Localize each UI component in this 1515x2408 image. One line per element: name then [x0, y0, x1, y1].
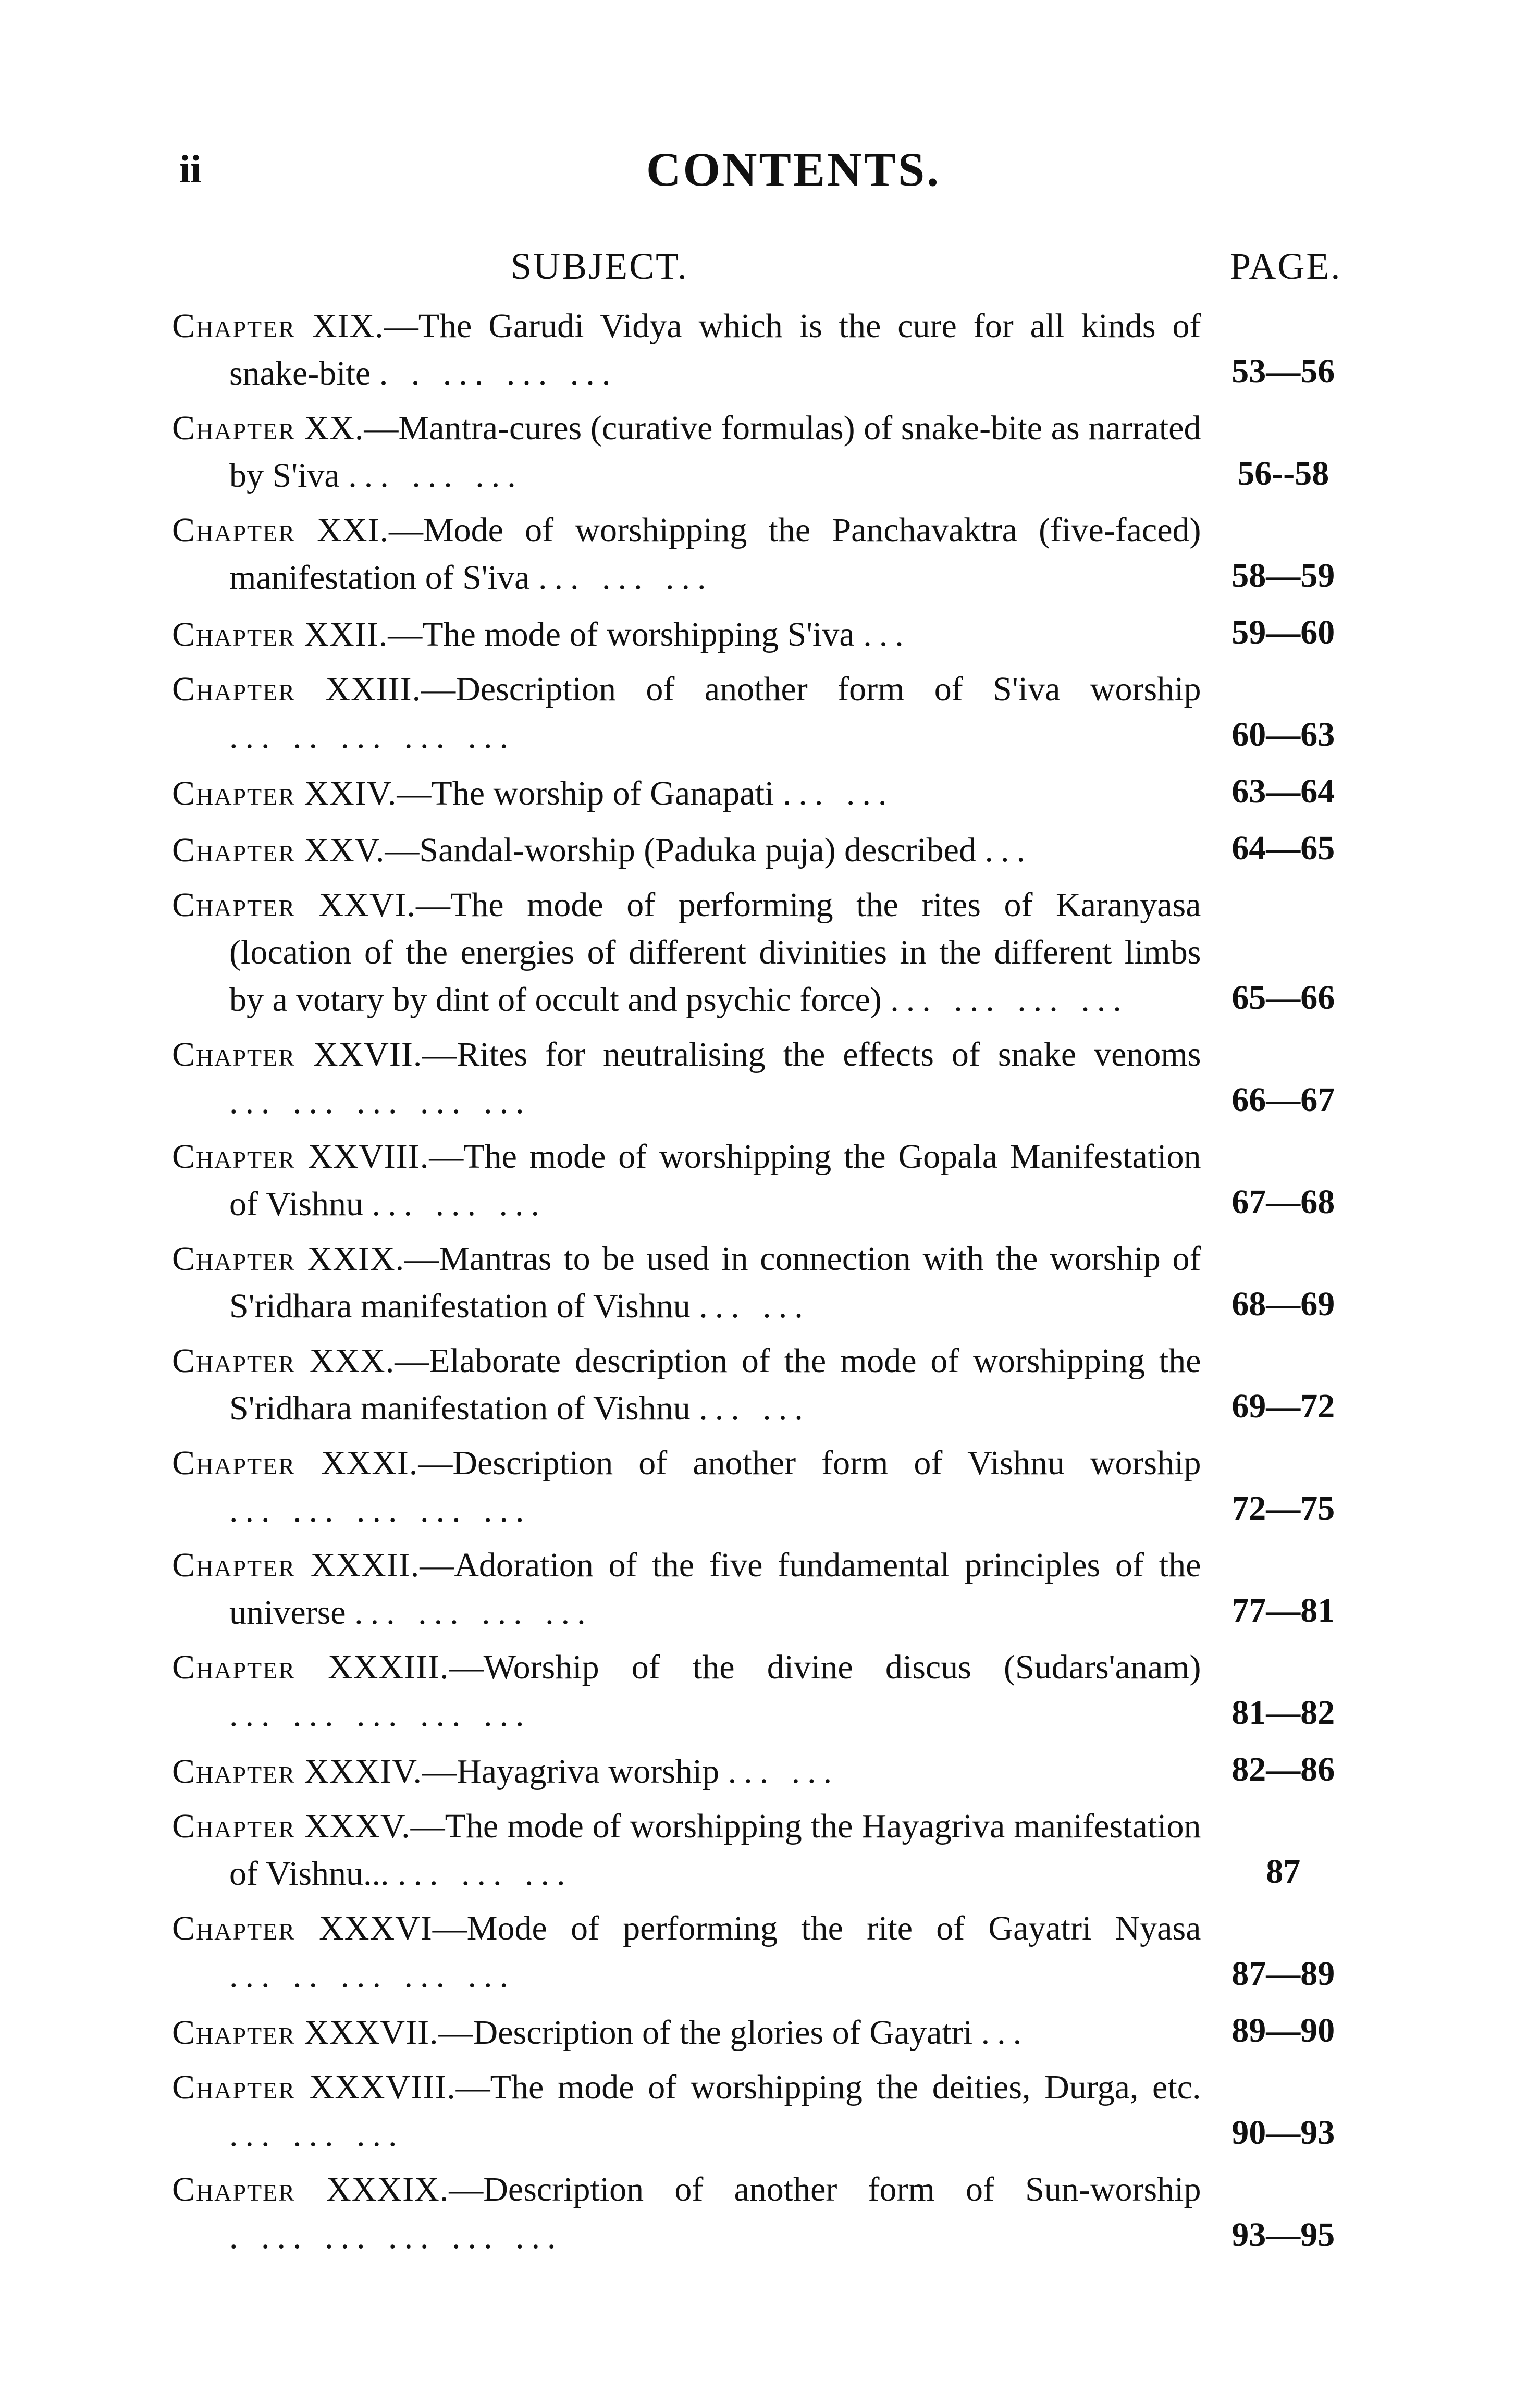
toc-entry	[172, 1235, 1365, 1330]
toc-entry-text	[172, 1133, 1201, 1228]
toc-entry	[172, 1031, 1365, 1126]
leader-dots: . ... ... ... ... ...	[229, 2218, 563, 2256]
chapter-description: —The mode of performing the rites of Karanyasa (location of the energies of different divinities in the different limbs by a votary by dint of occult and psychic force)	[229, 886, 1201, 1019]
chapter-label: Chapter	[172, 886, 295, 924]
chapter-label: Chapter	[172, 1752, 295, 1790]
chapter-number: XXXVI	[319, 1909, 433, 1947]
chapter-label: Chapter	[172, 1240, 295, 1278]
leader-dots: ... ...	[699, 1389, 810, 1427]
leader-dots: ... ...	[728, 1752, 840, 1790]
chapter-description: —Description of another form of S'iva worship	[421, 670, 1201, 708]
chapter-number: XXVII.	[313, 1035, 423, 1073]
chapter-label: Chapter	[172, 1342, 295, 1380]
chapter-description: —Mantra-cures (curative formulas) of snake-bite as narrated by S'iva	[229, 409, 1201, 495]
page-range: 69—72	[1231, 1387, 1335, 1425]
chapter-description: —The worship of Ganapati	[397, 774, 774, 812]
page-title: CONTENTS.	[646, 143, 941, 196]
chapter-label: Chapter	[172, 1648, 295, 1686]
toc-entry	[172, 302, 1365, 397]
chapter-description: —The Garudi Vidya which is the cure for all kinds of snake-bite	[229, 307, 1201, 392]
toc-entry-text	[172, 826, 1201, 874]
page-range: 93—95	[1231, 2216, 1335, 2254]
chapter-label: Chapter	[172, 1909, 295, 1947]
chapter-number: XXV.	[304, 831, 385, 869]
chapter-number: XIX.	[312, 307, 384, 345]
page-number: ii	[179, 147, 202, 191]
chapter-number: XXII.	[304, 615, 388, 653]
toc-entry-text	[172, 881, 1201, 1023]
chapter-label: Chapter	[172, 615, 295, 653]
page-range: 59—60	[1231, 613, 1335, 651]
chapter-label: Chapter	[172, 774, 295, 812]
toc-entry-text	[172, 507, 1201, 601]
leader-dots: ... ... ... ... ...	[229, 1083, 532, 1121]
leader-dots: ... ... ...	[398, 1855, 573, 1893]
toc-entry-text	[172, 1337, 1201, 1432]
chapter-description: —The mode of worshipping the Gopala Manifestation of Vishnu	[229, 1138, 1201, 1223]
chapter-number: XX.	[304, 409, 364, 447]
chapter-description: —Rites for neutralising the effects of snake venoms	[422, 1035, 1201, 1073]
page-range: 72—75	[1231, 1489, 1335, 1527]
chapter-description: —The mode of worshipping S'iva	[388, 615, 855, 653]
toc-entry	[172, 404, 1365, 499]
page-range: 77—81	[1231, 1591, 1335, 1629]
page-range: 58—59	[1231, 557, 1335, 595]
page-range: 63—64	[1231, 772, 1335, 810]
toc-entry-text	[172, 611, 1201, 658]
page-range: 87—89	[1231, 1955, 1335, 1993]
toc-entry	[172, 1337, 1365, 1432]
toc-entry-text	[172, 1905, 1201, 1999]
chapter-number: XXVI.	[318, 886, 416, 924]
page-range: 82—86	[1231, 1750, 1335, 1788]
chapter-description: —Description of the glories of Gayatri	[438, 2014, 973, 2052]
leader-dots: . . ... ... ...	[379, 354, 618, 392]
toc-entry	[172, 824, 1365, 874]
toc-entry-text	[172, 302, 1201, 397]
leader-dots: ... ... ...	[348, 456, 523, 495]
leader-dots: ...	[863, 615, 911, 653]
chapter-description: —Description of another form of Vishnu worship	[418, 1444, 1201, 1482]
leader-dots: ... ... ... ...	[354, 1594, 593, 1632]
chapter-label: Chapter	[172, 1035, 295, 1073]
chapter-label: Chapter	[172, 307, 295, 345]
chapter-description: —Mode of worshipping the Panchavaktra (five-faced) manifestation of S'iva	[229, 511, 1201, 597]
chapter-number: XXIX.	[307, 1240, 405, 1278]
page-range: 56--58	[1237, 454, 1329, 492]
chapter-description: —Adoration of the five fundamental principles of the universe	[229, 1546, 1201, 1632]
toc-entry	[172, 1802, 1365, 1897]
chapter-number: XXXII.	[310, 1546, 420, 1584]
leader-dots: ... ...	[782, 774, 894, 812]
chapter-number: XXIV.	[304, 774, 397, 812]
toc-entry-text	[172, 1235, 1201, 1330]
toc-entry-text	[172, 1541, 1201, 1636]
toc-entry	[172, 2166, 1365, 2261]
leader-dots: ... ... ... ... ...	[229, 1491, 532, 1529]
leader-dots: ... ... ... ... ...	[229, 1696, 532, 1734]
chapter-number: XXIII.	[325, 670, 422, 708]
toc-entry-text	[172, 2064, 1201, 2158]
chapter-number: XXXIV.	[304, 1752, 423, 1790]
toc-entry	[172, 507, 1365, 601]
leader-dots: ...	[981, 2014, 1029, 2052]
page-range: 60—63	[1231, 715, 1335, 754]
page-range: 66—67	[1231, 1081, 1335, 1119]
toc-entry	[172, 1746, 1365, 1795]
toc-entry	[172, 1133, 1365, 1228]
leader-dots: ... .. ... ... ...	[229, 1957, 515, 1995]
chapter-description: —Description of another form of Sun-worship	[449, 2170, 1201, 2208]
chapter-number: XXVIII.	[307, 1138, 429, 1176]
chapter-label: Chapter	[172, 2170, 295, 2208]
table-of-contents	[172, 302, 1365, 2268]
chapter-number: XXXIII.	[328, 1648, 449, 1686]
leader-dots: ... ... ... ...	[890, 981, 1129, 1019]
toc-entry	[172, 768, 1365, 817]
toc-entry-text	[172, 1644, 1201, 1738]
leader-dots: ... ... ...	[538, 559, 713, 597]
toc-entry	[172, 881, 1365, 1023]
chapter-number: XXXVIII.	[309, 2068, 456, 2106]
toc-entry	[172, 2007, 1365, 2056]
chapter-label: Chapter	[172, 670, 295, 708]
toc-entry-text	[172, 404, 1201, 499]
chapter-label: Chapter	[172, 831, 295, 869]
page-range: 89—90	[1231, 2011, 1335, 2049]
chapter-description: —Sandal-worship (Paduka puja) described	[385, 831, 976, 869]
page-range: 81—82	[1231, 1694, 1335, 1732]
chapter-label: Chapter	[172, 1444, 295, 1482]
page-range: 64—65	[1231, 829, 1335, 867]
toc-entry	[172, 1439, 1365, 1534]
page-range: 68—69	[1231, 1285, 1335, 1323]
chapter-description: —The mode of worshipping the deities, Durga, etc.	[455, 2068, 1201, 2106]
toc-entry-text	[172, 665, 1201, 760]
leader-dots: ... ... ...	[229, 2116, 404, 2154]
page-range: 65—66	[1231, 979, 1335, 1017]
leader-dots: ...	[984, 831, 1032, 869]
toc-entry	[172, 1644, 1365, 1738]
chapter-number: XXI.	[317, 511, 389, 549]
toc-entry	[172, 665, 1365, 760]
toc-entry	[172, 609, 1365, 658]
chapter-number: XXX.	[309, 1342, 395, 1380]
page-range: 87	[1266, 1853, 1301, 1891]
chapter-label: Chapter	[172, 1546, 295, 1584]
chapter-label: Chapter	[172, 409, 295, 447]
chapter-label: Chapter	[172, 1807, 295, 1845]
chapter-description: —Elaborate description of the mode of worshipping the S'ridhara manifestation of Vishnu	[229, 1342, 1201, 1427]
page-range: 90—93	[1231, 2114, 1335, 2152]
toc-entry-text	[172, 2166, 1201, 2261]
chapter-label: Chapter	[172, 2068, 295, 2106]
chapter-label: Chapter	[172, 2014, 295, 2052]
leader-dots: ... ...	[699, 1287, 810, 1325]
chapter-number: XXXI.	[321, 1444, 418, 1482]
toc-entry-text	[172, 2009, 1201, 2056]
toc-entry	[172, 2064, 1365, 2158]
leader-dots: ... .. ... ... ...	[229, 718, 515, 756]
leader-dots: ... ... ...	[372, 1185, 547, 1223]
toc-entry-text	[172, 770, 1201, 817]
subject-column-header: SUBJECT.	[511, 245, 688, 287]
toc-entry	[172, 1905, 1365, 1999]
toc-entry-text	[172, 1031, 1201, 1126]
toc-entry-text	[172, 1802, 1201, 1897]
chapter-description: —Worship of the divine discus (Sudars'anam)	[449, 1648, 1201, 1686]
chapter-description: —Mantras to be used in connection with the worship of S'ridhara manifestation of Vishnu	[229, 1240, 1201, 1325]
chapter-label: Chapter	[172, 511, 295, 549]
toc-entry-text	[172, 1439, 1201, 1534]
chapter-description: —Mode of performing the rite of Gayatri Nyasa	[432, 1909, 1201, 1947]
toc-entry-text	[172, 1748, 1201, 1795]
page-column-header: PAGE.	[1230, 245, 1342, 287]
chapter-description: —The mode of worshipping the Hayagriva manifestation of Vishnu...	[229, 1807, 1201, 1893]
page-range: 53—56	[1231, 352, 1335, 390]
chapter-description: —Hayagriva worship	[422, 1752, 720, 1790]
chapter-number: XXXIX.	[326, 2170, 449, 2208]
chapter-label: Chapter	[172, 1138, 295, 1176]
chapter-number: XXXVII.	[304, 2014, 439, 2052]
page-range: 67—68	[1231, 1183, 1335, 1221]
chapter-number: XXXV.	[304, 1807, 411, 1845]
toc-entry	[172, 1541, 1365, 1636]
